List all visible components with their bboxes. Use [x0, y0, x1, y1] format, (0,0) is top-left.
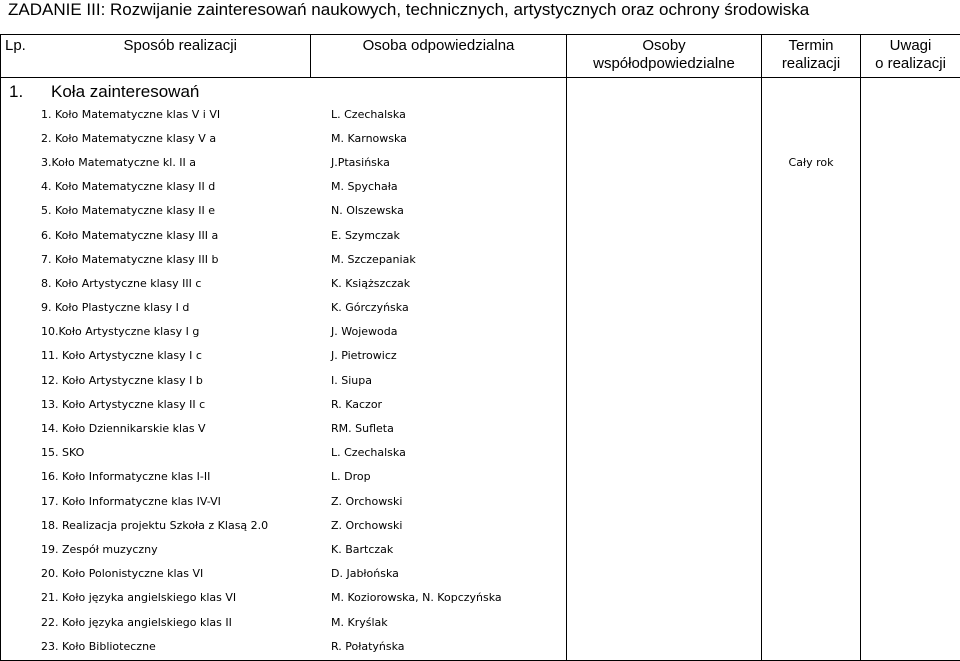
list-item	[1, 296, 566, 320]
activity-name: 5. Koło Matematyczne klasy II e	[1, 204, 331, 217]
notes-cell	[861, 78, 960, 661]
responsible-person: L. Drop	[331, 470, 566, 483]
header-lp: Lp.	[1, 35, 51, 78]
list-item	[1, 320, 566, 344]
activity-name: 12. Koło Artystyczne klasy I b	[1, 374, 331, 387]
activity-name: 7. Koło Matematyczne klasy III b	[1, 253, 331, 266]
activity-name: 1. Koło Matematyczne klas V i VI	[1, 108, 331, 121]
activity-name: 8. Koło Artystyczne klasy III c	[1, 277, 331, 290]
responsible-person: I. Siupa	[331, 374, 566, 387]
header-responsible: Osoba odpowiedzialna	[311, 35, 567, 78]
activity-name: 20. Koło Polonistyczne klas VI	[1, 567, 331, 580]
list-item	[1, 126, 566, 150]
header-notes-line1: Uwagi	[861, 37, 960, 55]
activity-name: 9. Koło Plastyczne klasy I d	[1, 301, 331, 314]
list-item	[1, 513, 566, 537]
activity-name: 14. Koło Dziennikarskie klas V	[1, 422, 331, 435]
list-item	[1, 344, 566, 368]
activity-name: 23. Koło Biblioteczne	[1, 640, 331, 653]
responsible-person: Z. Orchowski	[331, 519, 566, 532]
header-term-line2: realizacji	[762, 55, 860, 73]
list-item	[1, 465, 566, 489]
page-title: ZADANIE III: Rozwijanie zainteresowań naukowych, technicznych, artystycznych oraz ochrony środowiska	[8, 0, 809, 20]
header-notes	[861, 35, 960, 78]
list-item	[1, 586, 566, 610]
responsible-person: J.Ptasińska	[331, 156, 566, 169]
responsible-person: N. Olszewska	[331, 204, 566, 217]
activity-name: 13. Koło Artystyczne klasy II c	[1, 398, 331, 411]
list-item	[1, 392, 566, 416]
section-cell	[1, 78, 567, 661]
list-item	[1, 150, 566, 174]
responsible-person: J. Pietrowicz	[331, 349, 566, 362]
activity-name: 16. Koło Informatyczne klas I-II	[1, 470, 331, 483]
header-term-line1: Termin	[762, 37, 860, 55]
list-item	[1, 199, 566, 223]
list-item	[1, 416, 566, 440]
activity-name: 11. Koło Artystyczne klasy I c	[1, 349, 331, 362]
activity-name: 2. Koło Matematyczne klasy V a	[1, 132, 331, 145]
list-item	[1, 223, 566, 247]
section-label	[1, 78, 566, 102]
responsible-person: K. Bartczak	[331, 543, 566, 556]
activity-name: 19. Zespół muzyczny	[1, 543, 331, 556]
responsible-person: J. Wojewoda	[331, 325, 566, 338]
responsible-person: M. Kryślak	[331, 616, 566, 629]
list-item	[1, 102, 566, 126]
header-co-responsible-line2: współodpowiedzialne	[567, 55, 761, 73]
header-notes-line2: o realizacji	[861, 55, 960, 73]
term-value: Cały rok	[789, 156, 834, 169]
responsible-person: M. Szczepaniak	[331, 253, 566, 266]
activity-list	[1, 102, 566, 658]
list-item	[1, 562, 566, 586]
section-row	[1, 78, 960, 661]
activity-name: 10.Koło Artystyczne klasy I g	[1, 325, 331, 338]
activity-name: 21. Koło języka angielskiego klas VI	[1, 591, 331, 604]
activity-name: 3.Koło Matematyczne kl. II a	[1, 156, 331, 169]
list-item	[1, 368, 566, 392]
task-table	[0, 34, 960, 661]
header-method: Sposób realizacji	[51, 35, 311, 78]
activity-name: 4. Koło Matematyczne klasy II d	[1, 180, 331, 193]
list-item	[1, 634, 566, 658]
activity-name: 6. Koło Matematyczne klasy III a	[1, 229, 331, 242]
list-item	[1, 247, 566, 271]
activity-name: 15. SKO	[1, 446, 331, 459]
responsible-person: M. Spychała	[331, 180, 566, 193]
responsible-person: E. Szymczak	[331, 229, 566, 242]
table-header-row	[1, 35, 960, 78]
list-item	[1, 175, 566, 199]
activity-name: 18. Realizacja projektu Szkoła z Klasą 2.0	[1, 519, 331, 532]
header-co-responsible-line1: Osoby	[567, 37, 761, 55]
activity-name: 22. Koło języka angielskiego klas II	[1, 616, 331, 629]
responsible-person: Z. Orchowski	[331, 495, 566, 508]
co-responsible-cell	[567, 78, 762, 661]
list-item	[1, 489, 566, 513]
header-co-responsible	[567, 35, 762, 78]
term-cell	[762, 78, 861, 661]
responsible-person: K. Górczyńska	[331, 301, 566, 314]
header-term	[762, 35, 861, 78]
responsible-person: M. Karnowska	[331, 132, 566, 145]
section-title: Koła zainteresowań	[51, 82, 199, 101]
responsible-person: M. Koziorowska, N. Kopczyńska	[331, 591, 566, 604]
responsible-person: R. Połatyńska	[331, 640, 566, 653]
activity-name: 17. Koło Informatyczne klas IV-VI	[1, 495, 331, 508]
responsible-person: D. Jabłońska	[331, 567, 566, 580]
responsible-person: R. Kaczor	[331, 398, 566, 411]
list-item	[1, 610, 566, 634]
section-number: 1.	[9, 82, 51, 102]
list-item	[1, 271, 566, 295]
list-item	[1, 441, 566, 465]
responsible-person: L. Czechalska	[331, 446, 566, 459]
list-item	[1, 537, 566, 561]
responsible-person: RM. Sufleta	[331, 422, 566, 435]
responsible-person: L. Czechalska	[331, 108, 566, 121]
responsible-person: K. Książszczak	[331, 277, 566, 290]
